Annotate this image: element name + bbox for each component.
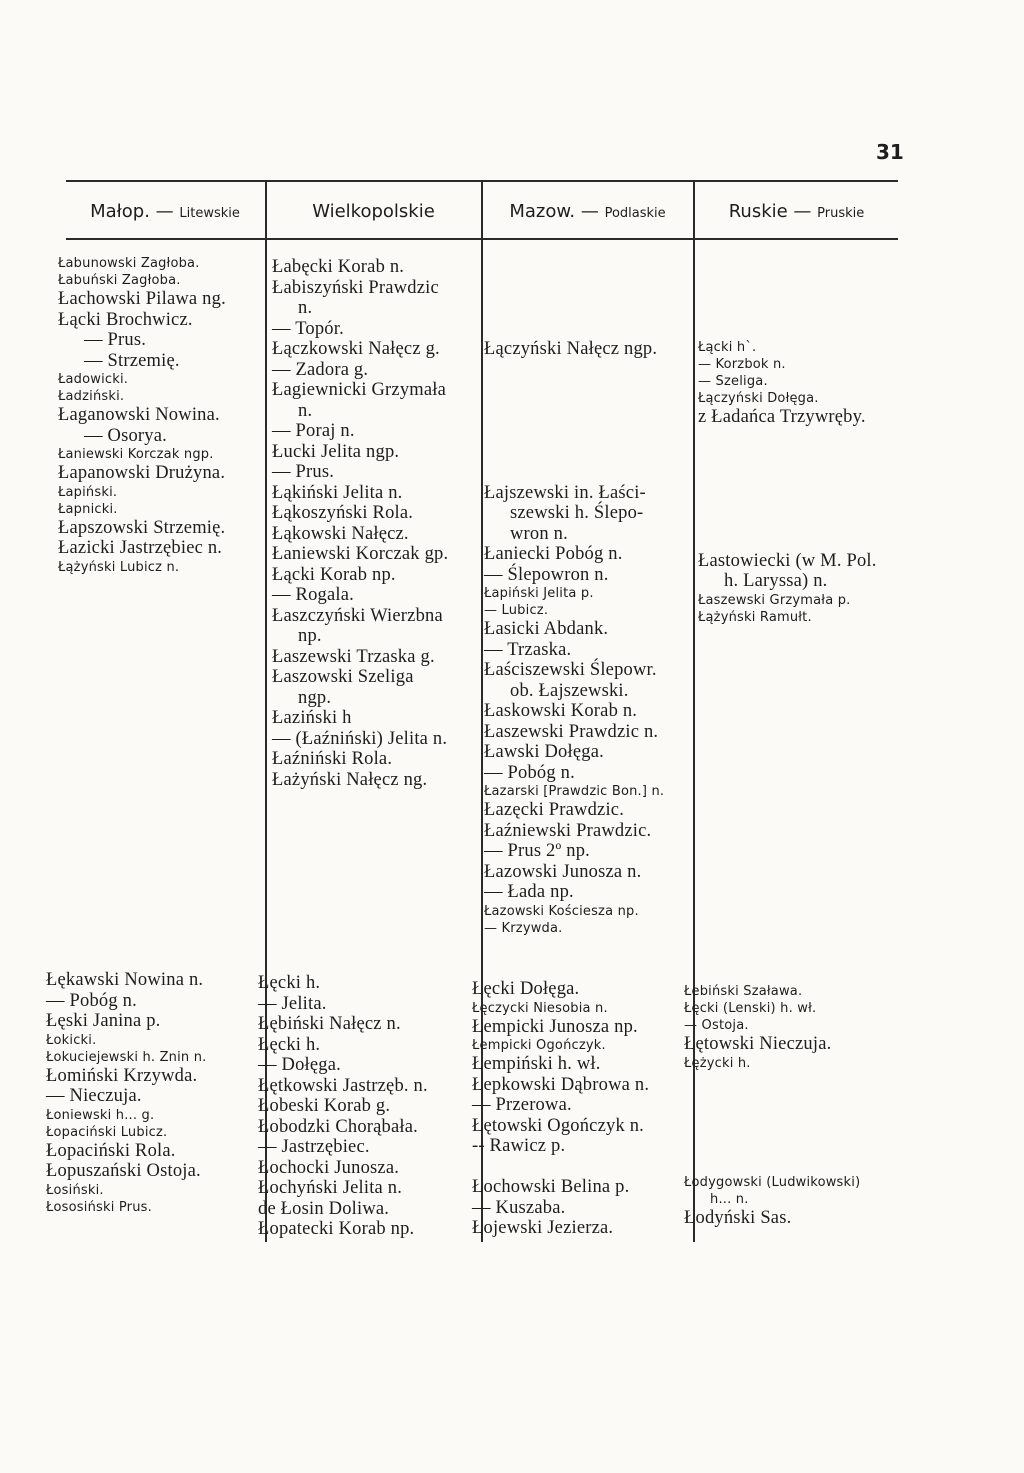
heraldry-entry: de Łosin Doliwa. xyxy=(258,1198,390,1219)
heraldry-entry: Łazowski Junosza n. xyxy=(484,861,642,882)
blank-line xyxy=(698,257,877,278)
heraldry-entry: Łączyński Nałęcz ngp. xyxy=(484,339,658,359)
heraldry-entry: Łętowski Nieczuja. xyxy=(684,1034,832,1054)
heraldry-entry: np. xyxy=(298,626,322,646)
heraldry-entry: Łaniewski Korczak gp. xyxy=(272,544,449,564)
heraldry-entry: Łężycki h. xyxy=(684,1055,751,1071)
header-main: Wielkopolskie xyxy=(312,200,435,222)
heraldry-entry: Łempicki Ogończyk. xyxy=(472,1038,606,1053)
heraldry-entry: Łaźniewski Prawdzic. xyxy=(484,820,652,841)
heraldry-entry: Łodygowski (Ludwikowski) xyxy=(684,1175,861,1190)
heraldry-entry: Łosiński. xyxy=(46,1182,104,1198)
heraldry-entry: — Topór. xyxy=(272,318,344,339)
heraldry-entry: — Osorya. xyxy=(84,425,167,446)
heraldry-entry: Łempicki Junosza np. xyxy=(472,1016,638,1037)
heraldry-entry: — Łada np. xyxy=(484,882,574,902)
heraldry-entry: Łążyński Lubicz n. xyxy=(58,559,180,575)
heraldry-entry: Łodyński Sas. xyxy=(684,1208,792,1228)
top-column-wielkopolska xyxy=(272,257,448,790)
blank-line xyxy=(472,1157,649,1178)
heraldry-entry: — Lubicz. xyxy=(484,603,549,618)
heraldry-entry: Łęcki h. xyxy=(258,973,321,993)
heraldry-entry: — Szeliga. xyxy=(698,374,768,389)
heraldry-entry: Łapanowski Drużyna. xyxy=(58,463,226,483)
heraldry-entry: Łażyński Nałęcz ng. xyxy=(272,769,428,790)
heraldry-entry: Łazarski [Prawdzic Bon.] n. xyxy=(484,784,665,799)
heraldry-entry: — Nieczuja. xyxy=(46,1086,142,1106)
header-main: Małop. — xyxy=(90,200,174,222)
heraldry-entry: Łazicki Jastrzębiec n. xyxy=(58,538,223,558)
blank-line xyxy=(684,1113,860,1134)
heraldry-entry: — Przerowa. xyxy=(472,1095,572,1115)
heraldry-entry: wron n. xyxy=(510,523,568,544)
bottom-column-malopolska xyxy=(46,970,206,1216)
heraldry-entry: Łabuński Zagłoba. xyxy=(58,273,181,288)
heraldry-entry: — Jelita. xyxy=(258,993,327,1014)
blank-line xyxy=(484,380,664,401)
blank-line xyxy=(684,1154,860,1175)
heraldry-entry: Łopaciński Lubicz. xyxy=(46,1124,168,1140)
heraldry-entry: — Ślepowron n. xyxy=(484,564,609,585)
heraldry-entry: szewski h. Ślepo- xyxy=(510,503,644,523)
heraldry-entry: Łęcki h. xyxy=(258,1034,321,1055)
heraldry-entry: — Strzemię. xyxy=(84,350,180,371)
heraldry-entry: Łaściszewski Ślepowr. xyxy=(484,660,657,680)
blank-line xyxy=(484,421,664,442)
heraldry-entry: Łaziński h xyxy=(272,708,352,728)
heraldry-entry: Łapiński. xyxy=(58,484,118,500)
heraldry-entry: ob. Łajszewski. xyxy=(510,680,629,701)
header-main: Mazow. — xyxy=(509,200,599,222)
heraldry-entry: Łopuszański Ostoja. xyxy=(46,1161,201,1181)
heraldry-entry: — (Łaźniński) Jelita n. xyxy=(272,728,448,749)
heraldry-entry: z Ładańca Trzywręby. xyxy=(698,407,866,427)
blank-line xyxy=(684,1133,860,1154)
blank-line xyxy=(698,428,877,449)
heraldry-entry: Łochowski Belina p. xyxy=(472,1177,630,1197)
heraldry-entry: Łaniewski Korczak ngp. xyxy=(58,447,214,462)
heraldry-entry: h... n. xyxy=(710,1192,749,1207)
heraldry-entry: Łopaciński Rola. xyxy=(46,1140,176,1161)
heraldry-entry: Łękawski Nowina n. xyxy=(46,970,204,990)
heraldry-entry: Łapnicki. xyxy=(58,501,118,517)
blank-line xyxy=(698,489,877,510)
heraldry-entry: — Poraj n. xyxy=(272,421,355,441)
heraldry-entry: Łokicki. xyxy=(46,1032,97,1048)
heraldry-entry: Łobeski Korab g. xyxy=(258,1096,391,1116)
heraldry-entry: Łąkoszyński Rola. xyxy=(272,503,414,523)
heraldry-entry: Łącki h`. xyxy=(698,340,757,355)
heraldry-entry: Łapszowski Strzemię. xyxy=(58,517,226,538)
heraldry-entry: Łebiński Szaława. xyxy=(684,984,803,999)
heraldry-entry: Łempiński h. wł. xyxy=(472,1054,601,1074)
heraldry-entry: Łachowski Pilawa ng. xyxy=(58,289,226,309)
heraldry-entry: Łębiński Nałęcz n. xyxy=(258,1014,401,1034)
heraldry-entry: — Korzbok n. xyxy=(698,357,786,372)
page-number: 31 xyxy=(876,140,904,164)
heraldry-entry: Ławski Dołęga. xyxy=(484,742,604,762)
heraldry-entry: -- Rawicz p. xyxy=(472,1136,566,1156)
heraldry-entry: Łazęcki Prawdzic. xyxy=(484,800,625,820)
heraldry-entry: Łączyński Dołęga. xyxy=(698,391,819,406)
heraldry-entry: Łącki Korab np. xyxy=(272,564,396,585)
heraldry-entry: Łucki Jelita ngp. xyxy=(272,441,400,462)
heraldry-entry: Łajszewski in. Łaści- xyxy=(484,482,646,503)
heraldry-entry: Łęski Janina p. xyxy=(46,1011,161,1031)
heraldry-entry: Łążyński Ramułt. xyxy=(698,609,812,625)
blank-line xyxy=(698,510,877,531)
blank-line xyxy=(484,442,664,463)
heraldry-entry: Łęcki Dołęga. xyxy=(472,979,580,999)
heraldry-entry: Łaszewski Prawdzic n. xyxy=(484,721,659,742)
heraldry-entry: Łastowiecki (w M. Pol. xyxy=(698,550,877,571)
heraldry-entry: Łęcki (Lenski) h. wł. xyxy=(684,1001,817,1016)
heraldry-entry: Łopatecki Korab np. xyxy=(258,1219,415,1239)
header-ruskie-pruskie xyxy=(695,182,898,240)
heraldry-entry: n. xyxy=(298,298,313,318)
blank-line xyxy=(698,278,877,299)
heraldry-entry: Ładziński. xyxy=(58,389,125,404)
heraldry-entry: Łochyński Jelita n. xyxy=(258,1178,403,1198)
heraldry-entry: — Prus. xyxy=(84,330,147,350)
header-sub: Litewskie xyxy=(179,205,240,221)
heraldry-entry: — Pobóg n. xyxy=(484,762,575,783)
blank-line xyxy=(484,278,664,299)
heraldry-entry: Łączkowski Nałęcz g. xyxy=(272,339,440,359)
heraldry-entry: Łaszowski Szeliga xyxy=(272,667,414,687)
blank-line xyxy=(484,360,664,381)
blank-line xyxy=(698,319,877,340)
heraldry-entry: — Jastrzębiec. xyxy=(258,1137,370,1157)
blank-line xyxy=(698,448,877,469)
heraldry-entry: Łaźniński Rola. xyxy=(272,749,393,769)
heraldry-entry: Łabiszyński Prawdzic xyxy=(272,277,439,298)
bottom-column-wielkopolska xyxy=(258,973,428,1240)
heraldry-entry: — Zadora g. xyxy=(272,359,369,380)
heraldry-entry: — Dołęga. xyxy=(258,1055,341,1075)
heraldry-entry: Łazowski Kościesza np. xyxy=(484,903,639,919)
blank-line xyxy=(698,298,877,319)
header-sub: Pruskie xyxy=(817,205,865,221)
header-main: Ruskie — xyxy=(728,200,812,222)
heraldry-entry: Łącki Brochwicz. xyxy=(58,309,193,330)
header-malopolska-litewskie xyxy=(66,182,264,240)
heraldry-entry: h. Laryssa) n. xyxy=(724,571,828,591)
blank-line xyxy=(484,298,664,319)
heraldry-entry: Łokuciejewski h. Znin n. xyxy=(46,1049,207,1065)
heraldry-entry: Łąkowski Nałęcz. xyxy=(272,523,409,544)
heraldry-entry: — Krzywda. xyxy=(484,920,563,936)
heraldry-entry: Łasicki Abdank. xyxy=(484,619,609,639)
heraldry-entry: Łąkiński Jelita n. xyxy=(272,482,403,503)
heraldry-entry: Łomiński Krzywda. xyxy=(46,1065,198,1086)
blank-line xyxy=(484,319,664,340)
heraldry-entry: Łaszewski Grzymała p. xyxy=(698,592,851,608)
heraldry-entry: Łososiński Prus. xyxy=(46,1199,152,1215)
heraldry-entry: — Prus. xyxy=(272,462,335,482)
heraldry-entry: Łętkowski Jastrzęb. n. xyxy=(258,1075,428,1096)
top-column-mazowsze xyxy=(484,257,664,937)
heraldry-entry: Łabunowski Zagłoba. xyxy=(58,256,200,271)
heraldry-entry: Łojewski Jezierza. xyxy=(472,1218,614,1238)
blank-line xyxy=(484,257,664,278)
heraldry-entry: Łaszewski Trzaska g. xyxy=(272,646,435,667)
blank-line xyxy=(698,530,877,551)
top-column-ruskie xyxy=(698,257,877,626)
blank-line xyxy=(484,401,664,422)
blank-line xyxy=(684,1072,860,1093)
heraldry-entry: Łętowski Ogończyk n. xyxy=(472,1115,645,1136)
heraldry-entry: Łaszczyński Wierzbna xyxy=(272,605,443,626)
blank-line xyxy=(698,469,877,490)
heraldry-entry: — Trzaska. xyxy=(484,639,572,660)
heraldry-entry: n. xyxy=(298,400,313,421)
bottom-column-mazowsze xyxy=(472,979,649,1239)
header-wielkopolskie xyxy=(267,182,480,240)
blank-line xyxy=(684,1092,860,1113)
heraldry-entry: — Ostoja. xyxy=(684,1018,749,1033)
heraldry-entry: Łaganowski Nowina. xyxy=(58,405,220,425)
blank-line xyxy=(484,462,664,483)
heraldry-entry: — Prus 2º np. xyxy=(484,841,590,861)
top-column-malopolska xyxy=(58,255,226,576)
header-sub: Podlaskie xyxy=(604,205,666,221)
heraldry-entry: Łoniewski h... g. xyxy=(46,1107,155,1123)
header-mazowsze-podlaskie xyxy=(483,182,692,240)
heraldry-entry: — Kuszaba. xyxy=(472,1197,566,1218)
heraldry-entry: — Rogala. xyxy=(272,585,354,605)
heraldry-entry: Łaskowski Korab n. xyxy=(484,701,638,721)
bottom-column-ruskie xyxy=(684,983,860,1229)
heraldry-entry: Łaniecki Pobóg n. xyxy=(484,544,623,564)
heraldry-entry: Łochocki Junosza. xyxy=(258,1157,400,1178)
heraldry-entry: Ładowicki. xyxy=(58,372,129,387)
heraldry-entry: ngp. xyxy=(298,687,332,708)
heraldry-entry: Łabęcki Korab n. xyxy=(272,257,405,277)
heraldry-entry: Łęczycki Niesobia n. xyxy=(472,1000,608,1016)
heraldry-entry: — Pobóg n. xyxy=(46,990,137,1011)
heraldry-entry: Łapiński Jelita p. xyxy=(484,586,594,601)
heraldry-entry: Łepkowski Dąbrowa n. xyxy=(472,1074,650,1095)
heraldry-entry: Łagiewnicki Grzymała xyxy=(272,380,447,400)
heraldry-entry: Łobodzki Chorąbała. xyxy=(258,1116,418,1137)
